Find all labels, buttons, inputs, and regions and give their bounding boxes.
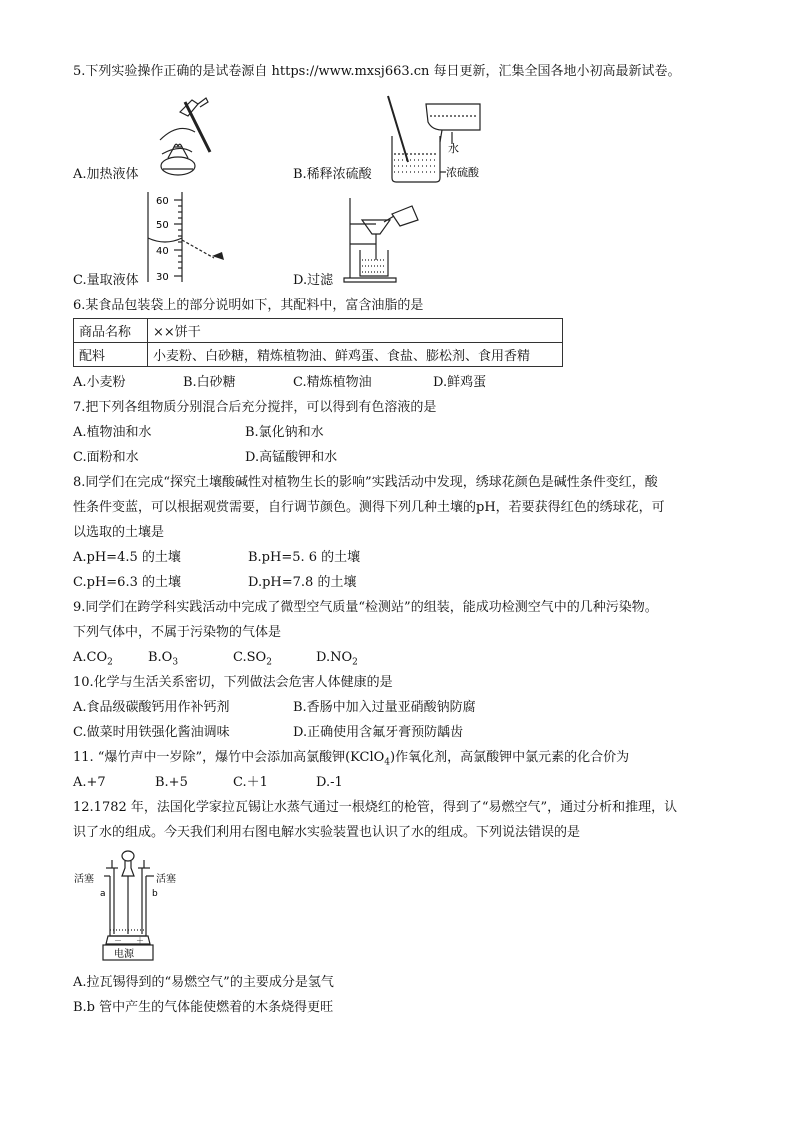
q11-stem: 11. “爆竹声中一岁除”，爆竹中会添加高氯酸钾(KClO$_4$)作氧化剂，高氯酸钾中氯元素的化合价为 xyxy=(73,750,630,768)
q9-option-c: $C.SO_2$ xyxy=(233,650,272,668)
tick-60: 60 xyxy=(156,196,169,207)
q9-stem-line-2: 下列气体中，不属于污染物的气体是 xyxy=(73,625,282,640)
electrolysis-apparatus-figure xyxy=(70,846,185,962)
q10-option-c: C.做菜时用铁强化酱油调味 xyxy=(73,725,230,740)
q9-stem-line-1: 9.同学们在跨学科实践活动中完成了微型空气质量“检测站”的组装，能成功检测空气中的几种污染物。 xyxy=(73,600,658,615)
q11-option-c: C.＋1 xyxy=(233,775,268,790)
q6-option-b: B.白砂糖 xyxy=(183,375,236,390)
q5-option-a: A.加热液体 xyxy=(73,167,139,182)
left-stopcock-label: 活塞 xyxy=(74,874,94,885)
q12-stem-line-2: 识了水的组成。今天我们利用右图电解水实验装置也认识了水的组成。下列说法错误的是 xyxy=(73,825,581,840)
q6-option-a: A.小麦粉 xyxy=(73,375,126,390)
q7-stem: 7.把下列各组物质分别混合后充分搅拌，可以得到有色溶液的是 xyxy=(73,400,437,415)
tick-40: 40 xyxy=(156,246,169,257)
q12-stem-line-1: 12.1782 年，法国化学家拉瓦锡让水蒸气通过一根烧红的枪管，得到了“易燃空气”，通过分析和推理，认 xyxy=(73,800,678,815)
q7-option-b: B.氯化钠和水 xyxy=(245,425,324,440)
q5-option-c: C.量取液体 xyxy=(73,273,139,288)
q12-option-a: A.拉瓦锡得到的“易燃空气”的主要成分是氢气 xyxy=(73,975,334,990)
q7-option-a: A.植物油和水 xyxy=(73,425,152,440)
q9-option-d: $D.NO_2$ xyxy=(316,650,358,668)
filtration-figure xyxy=(340,194,425,284)
minus-terminal-label: － xyxy=(114,936,122,945)
q5-stem: 5.下列实验操作正确的是试卷源自 https://www.mxsj663.cn 每日更新，汇集全国各地小初高最新试卷。 xyxy=(73,64,681,79)
heating-liquid-figure xyxy=(140,92,230,182)
q8-stem-line-3: 以选取的土壤是 xyxy=(73,525,165,540)
tick-50: 50 xyxy=(156,220,169,231)
q5-option-d: D.过滤 xyxy=(293,273,334,288)
q7-option-c: C.面粉和水 xyxy=(73,450,139,465)
tube-b-label: b xyxy=(152,889,158,899)
table-cell: ××饼干 xyxy=(148,319,563,343)
tick-30: 30 xyxy=(156,272,169,283)
q9-option-b: $B.O_3$ xyxy=(148,650,179,668)
ingredient-table xyxy=(73,318,563,367)
q8-option-b: B.pH=5. 6 的土壤 xyxy=(248,550,361,565)
q11-option-b: B.+5 xyxy=(155,775,188,790)
q6-stem: 6.某食品包装袋上的部分说明如下，其配料中，富含油脂的是 xyxy=(73,298,424,313)
plus-terminal-label: ＋ xyxy=(136,936,144,945)
table-row xyxy=(74,319,563,343)
q11-option-d: D.-1 xyxy=(316,775,343,790)
q12-option-b: B.b 管中产生的气体能使燃着的木条烧得更旺 xyxy=(73,1000,334,1015)
sulfuric-acid-label: 浓硫酸 xyxy=(446,166,479,179)
q10-stem: 10.化学与生活关系密切，下列做法会危害人体健康的是 xyxy=(73,675,393,690)
q8-option-d: D.pH=7.8 的土壤 xyxy=(248,575,357,590)
right-stopcock-label: 活塞 xyxy=(156,874,176,885)
power-supply-label: 电源 xyxy=(114,949,134,960)
q8-option-a: A.pH=4.5 的土壤 xyxy=(73,550,181,565)
q8-option-c: C.pH=6.3 的土壤 xyxy=(73,575,181,590)
q5-option-b: B.稀释浓硫酸 xyxy=(293,167,372,182)
table-row xyxy=(74,343,563,367)
q11-option-a: A.+7 xyxy=(73,775,106,790)
table-cell: 配料 xyxy=(74,343,148,367)
table-cell: 小麦粉、白砂糖，精炼植物油、鲜鸡蛋、食盐、膨松剂、食用香精 xyxy=(148,343,563,367)
q6-option-c: C.精炼植物油 xyxy=(293,375,372,390)
q8-stem-line-2: 性条件变蓝，可以根据观赏需要，自行调节颜色。测得下列几种土壤的pH，若要获得红色的绣球花，可 xyxy=(73,500,665,515)
q10-option-a: A.食品级碳酸钙用作补钙剂 xyxy=(73,700,230,715)
q10-option-d: D.正确使用含氟牙膏预防龋齿 xyxy=(293,725,464,740)
tube-a-label: a xyxy=(100,889,106,899)
q6-option-d: D.鲜鸡蛋 xyxy=(433,375,487,390)
q10-option-b: B.香肠中加入过量亚硝酸钠防腐 xyxy=(293,700,476,715)
water-label: 水 xyxy=(448,142,459,155)
measuring-cylinder-figure xyxy=(140,190,235,285)
q8-stem-line-1: 8.同学们在完成“探究土壤酸碱性对植物生长的影响”实践活动中发现，绣球花颜色是碱性条件变红，酸 xyxy=(73,475,658,490)
q7-option-d: D.高锰酸钾和水 xyxy=(245,450,338,465)
table-cell: 商品名称 xyxy=(74,319,148,343)
diluting-sulfuric-acid-figure xyxy=(380,92,490,184)
q9-option-a: $A.CO_2$ xyxy=(73,650,113,668)
